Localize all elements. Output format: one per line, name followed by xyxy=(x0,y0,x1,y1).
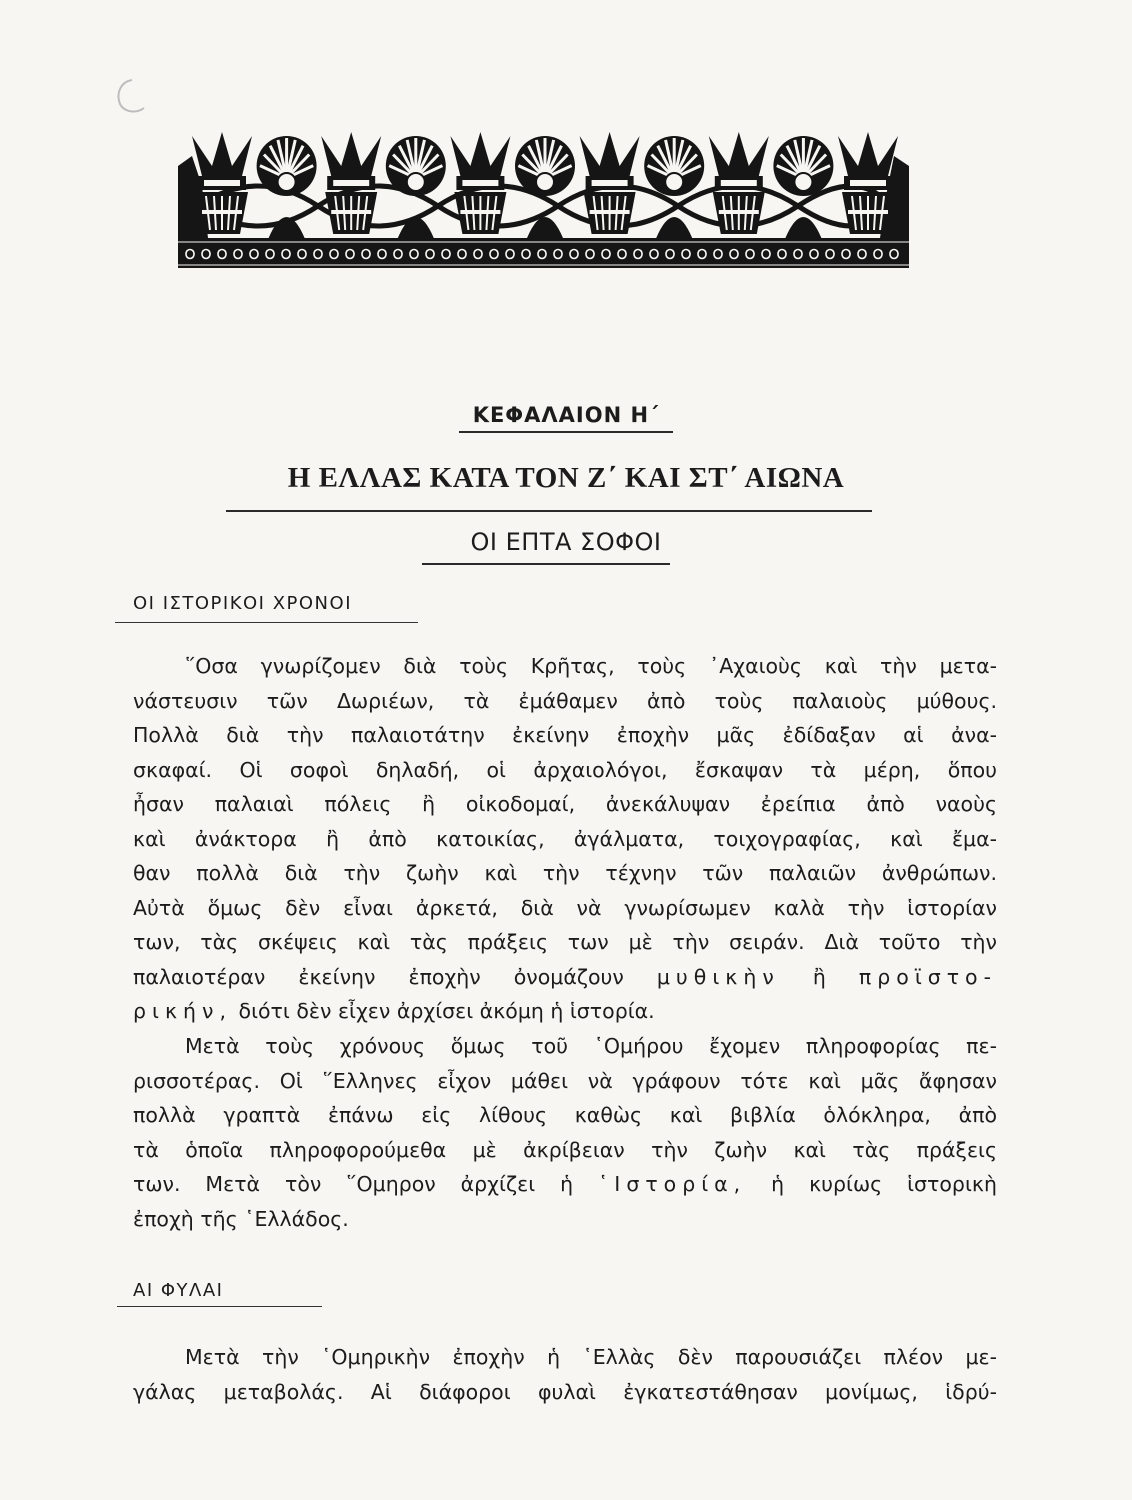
text-line: σκαφαί. Οἱ σοφοὶ δηλαδή, οἱ ἀρχαιολόγοι, ἔσκαψαν τὰ μέρη, ὅπου xyxy=(133,757,997,782)
palmette-frieze-ornament xyxy=(178,126,909,268)
text-line: καὶ ἀνάκτορα ἢ ἀπὸ κατοικίας, ἀγάλματα, τοιχογραφίας, καὶ ἔμα- xyxy=(133,826,997,851)
text-line: των, τὰς σκέψεις καὶ τὰς πράξεις των μὲ τὴν σειράν. Διὰ τοῦτο τὴν xyxy=(133,930,997,954)
section-heading-historical-times: ΟΙ ΙΣΤΟΡΙΚΟΙ ΧΡΟΝΟΙ xyxy=(133,593,353,614)
page-subtitle: ΟΙ ΕΠΤΑ ΣΟΦΟΙ xyxy=(470,528,662,556)
text-line: ἦσαν παλαιαὶ πόλεις ἢ οἰκοδομαί, ἀνεκάλυψαν ἐρείπια ἀπὸ ναοὺς xyxy=(133,792,997,816)
subtitle-underline xyxy=(422,563,670,565)
text-line: ἐποχὴ τῆς ῾Ελλάδος. xyxy=(133,1206,349,1231)
text-line: ρισσοτέρας. Οἱ ῞Ελληνες εἶχον μάθει νὰ γράφουν τότε καὶ μᾶς ἄφησαν xyxy=(133,1068,997,1093)
text-line: Μετὰ τοὺς χρόνους ὅμως τοῦ ῾Ομήρου ἔχομεν πληροφορίας πε- xyxy=(185,1034,997,1058)
title-underline xyxy=(226,510,872,512)
page-corner-mark xyxy=(110,76,156,116)
text-line xyxy=(133,960,997,995)
section-heading-tribes: ΑΙ ΦΥΛΑΙ xyxy=(133,1280,224,1301)
text-line: θαν πολλὰ διὰ τὴν ζωὴν καὶ τὴν τέχνην τῶν παλαιῶν ἀνθρώπων. xyxy=(133,861,997,885)
emphasis-mythical: μυθικὴν xyxy=(656,964,780,989)
paragraph-historical-times-2 xyxy=(133,1029,997,1236)
chapter-heading xyxy=(0,403,1132,427)
paragraph-historical-times-1 xyxy=(133,649,997,1029)
text-fragment: ἢ xyxy=(812,964,826,989)
emphasis-prehistoric-end: ρικήν, xyxy=(133,999,232,1023)
text-fragment: ἡ κυρίως ἱστορικὴ xyxy=(771,1172,997,1196)
lotus-motif xyxy=(321,132,381,234)
text-line: Μετὰ τὴν ῾Ομηρικὴν ἐποχὴν ἡ ῾Ελλὰς δὲν παρουσιάζει πλέον με- xyxy=(185,1345,997,1369)
page-title: Η ΕΛΛΑΣ ΚΑΤΑ ΤΟΝ Ζ΄ ΚΑΙ ΣΤ΄ ΑΙΩΝΑ xyxy=(287,462,845,494)
emphasis-prehistoric: προϊστο- xyxy=(858,964,997,989)
section-underline xyxy=(115,622,418,623)
text-line: νάστευσιν τῶν Δωριέων, τὰ ἐμάθαμεν ἀπὸ τοὺς παλαιοὺς μύθους. xyxy=(133,688,997,713)
text-fragment: διότι δὲν εἶχεν ἀρχίσει ἀκόμη ἡ ἱστορία. xyxy=(238,999,655,1023)
lotus-motif xyxy=(709,132,769,234)
emphasis-history: ῾Ιστορία, xyxy=(598,1172,747,1196)
chapter-label: ΚΕΦΑΛΑΙΟΝ Η΄ xyxy=(459,403,674,433)
text-line: Πολλὰ διὰ τὴν παλαιοτάτην ἐκείνην ἐποχὴν μᾶς ἐδίδαξαν αἱ ἀνα- xyxy=(133,723,997,747)
palmette-motif xyxy=(257,136,317,238)
text-fragment: των. Μετὰ τὸν ῞Ομηρον ἀρχίζει ἡ xyxy=(133,1172,574,1196)
text-line: τὰ ὁποῖα πληροφορούμεθα μὲ ἀκρίβειαν τὴν ζωὴν καὶ τὰς πράξεις xyxy=(133,1137,997,1162)
text-line: Αὐτὰ ὅμως δὲν εἶναι ἀρκετά, διὰ νὰ γνωρίσωμεν καλὰ τὴν ἱστορίαν xyxy=(133,895,997,920)
paragraph-tribes xyxy=(133,1340,997,1409)
section-underline xyxy=(117,1306,322,1307)
text-line: γάλας μεταβολάς. Αἱ διάφοροι φυλαὶ ἐγκατεστάθησαν μονίμως, ἱδρύ- xyxy=(133,1379,997,1404)
text-line xyxy=(133,994,997,1029)
text-line: ῞Οσα γνωρίζομεν διὰ τοὺς Κρῆτας, τοὺς ᾿Αχαιοὺς καὶ τὴν μετα- xyxy=(185,654,997,678)
palmette-motif xyxy=(644,136,704,238)
text-line xyxy=(133,1167,997,1202)
text-fragment: παλαιοτέραν ἐκείνην ἐποχὴν ὀνομάζουν xyxy=(133,964,624,989)
text-line: πολλὰ γραπτὰ ἐπάνω εἰς λίθους καθὼς καὶ βιβλία ὁλόκληρα, ἀπὸ xyxy=(133,1103,997,1127)
